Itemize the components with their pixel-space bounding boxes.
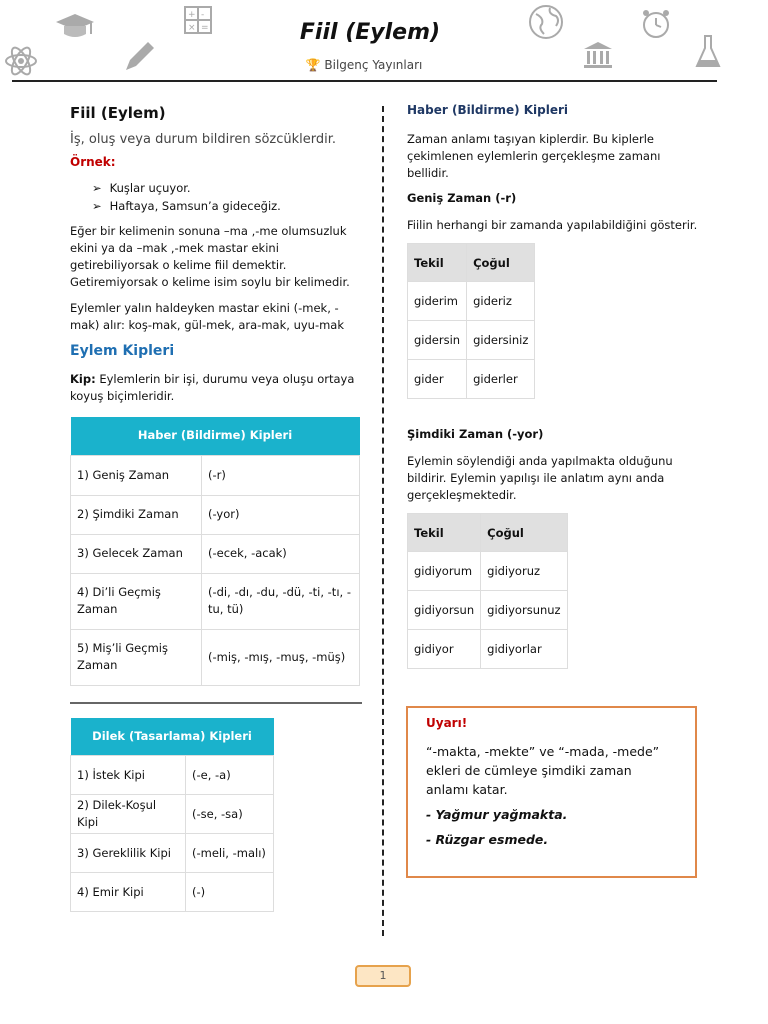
kip-definition: Kip: Eylemlerin bir işi, durumu veya oluşu ortaya koyuş biçimleridir.: [70, 372, 355, 403]
table-cell: gideriz: [467, 282, 535, 321]
section-divider: [70, 702, 362, 704]
subsection-title: Geniş Zaman (-r): [407, 191, 517, 205]
warning-example: - Rüzgar esmede.: [426, 832, 549, 847]
kipler-title: Eylem Kipleri: [70, 343, 175, 359]
right-column: [407, 103, 702, 669]
paragraph: Zaman anlamı taşıyan kiplerdir. Bu kiplerle çekimlenen eylemlerin gerçekleşme zamanı bellidir.: [407, 132, 661, 180]
list-item: ➢ Kuşlar uçuyor.: [92, 179, 362, 197]
definition: İş, oluş veya durum bildiren sözcüklerdir.: [70, 132, 337, 147]
table-cell: (-): [186, 873, 274, 912]
list-item: ➢ Haftaya, Samsun’a gideceğiz.: [92, 197, 362, 215]
page-title: Fiil (Eylem): [299, 20, 441, 45]
page-header: [0, 0, 768, 82]
warning-example: - Yağmur yağmakta.: [426, 807, 568, 822]
publisher: 🏆 Bilgenç Yayınları: [305, 58, 423, 72]
table-cell: gidiyorlar: [481, 630, 567, 669]
example-list: [92, 179, 362, 215]
table-cell: gider: [408, 360, 467, 399]
column-divider: [382, 106, 384, 936]
table-cell: giderler: [467, 360, 535, 399]
table-cell: 1) İstek Kipi: [71, 756, 186, 795]
genis-zaman-table: [407, 243, 535, 399]
header-divider: [12, 80, 717, 82]
table-cell: (-di, -dı, -du, -dü, -ti, -tı, -tu, tü): [202, 573, 360, 629]
table-cell: (-miş, -mış, -muş, -müş): [202, 629, 360, 685]
svg-text:×: ×: [188, 23, 196, 33]
left-column: [70, 104, 362, 912]
section-title: Fiil (Eylem): [70, 104, 166, 122]
table-cell: (-ecek, -acak): [202, 534, 360, 573]
page-number: 1: [355, 965, 411, 987]
section-title: Haber (Bildirme) Kipleri: [407, 103, 569, 117]
table-cell: (-meli, -malı): [186, 834, 274, 873]
table-cell: giderim: [408, 282, 467, 321]
table-cell: (-e, -a): [186, 756, 274, 795]
table-header-cell: Çoğul: [481, 514, 567, 552]
example-label: Örnek:: [70, 155, 116, 169]
haber-kipleri-table: [70, 417, 360, 686]
table-header: Haber (Bildirme) Kipleri: [71, 417, 360, 455]
table-header-cell: Çoğul: [467, 244, 535, 282]
table-cell: gidiyorsunuz: [481, 591, 567, 630]
table-cell: (-r): [202, 455, 360, 495]
simdiki-zaman-table: [407, 513, 568, 669]
table-cell: 3) Gelecek Zaman: [71, 534, 202, 573]
table-cell: (-yor): [202, 495, 360, 534]
trophy-icon: 🏆: [305, 58, 321, 72]
warning-box: [406, 706, 697, 878]
table-cell: gidersin: [408, 321, 467, 360]
paragraph: Fiilin herhangi bir zamanda yapılabildiğini gösterir.: [407, 218, 698, 232]
table-cell: (-se, -sa): [186, 795, 274, 834]
table-cell: gidiyorum: [408, 552, 481, 591]
svg-text:=: =: [201, 23, 209, 33]
table-cell: 4) Emir Kipi: [71, 873, 186, 912]
svg-text:-: -: [201, 10, 205, 20]
table-cell: 1) Geniş Zaman: [71, 455, 202, 495]
subsection-title: Şimdiki Zaman (-yor): [407, 427, 544, 441]
table-cell: gidiyor: [408, 630, 481, 669]
table-cell: gidiyorsun: [408, 591, 481, 630]
paragraph: Eylemin söylendiği anda yapılmakta olduğunu bildirir. Eylemin yapılışı ile anlatım aynı anda gerçekleşmektedir.: [407, 454, 673, 502]
table-header-cell: Tekil: [408, 244, 467, 282]
warning-text: “-makta, -mekte” ve “-mada, -mede” ekleri de cümleye şimdiki zaman anlamı katar.: [426, 744, 660, 797]
table-cell: gidersiniz: [467, 321, 535, 360]
table-cell: 3) Gereklilik Kipi: [71, 834, 186, 873]
table-cell: 4) Di’li Geçmiş Zaman: [71, 573, 202, 629]
paragraph: Eğer bir kelimenin sonuna –ma ,-me olumsuzluk ekini ya da –mak ,-mek mastar ekini getirebiliyorsak o kelime fiil demektir. Getiremiyorsak o kelime isim soylu bir kelimedir.: [70, 224, 350, 289]
table-header-cell: Tekil: [408, 514, 481, 552]
table-cell: gidiyoruz: [481, 552, 567, 591]
dilek-kipleri-table: [70, 718, 274, 913]
paragraph: Eylemler yalın haldeyken mastar ekini (-mek, -mak) alır: koş-mak, gül-mek, ara-mak, uyu-mak: [70, 301, 345, 332]
table-header: Dilek (Tasarlama) Kipleri: [71, 718, 274, 756]
warning-title: Uyarı!: [426, 716, 468, 730]
table-cell: 2) Şimdiki Zaman: [71, 495, 202, 534]
svg-text:+: +: [188, 10, 196, 20]
table-cell: 5) Miş’li Geçmiş Zaman: [71, 629, 202, 685]
table-cell: 2) Dilek-Koşul Kipi: [71, 795, 186, 834]
